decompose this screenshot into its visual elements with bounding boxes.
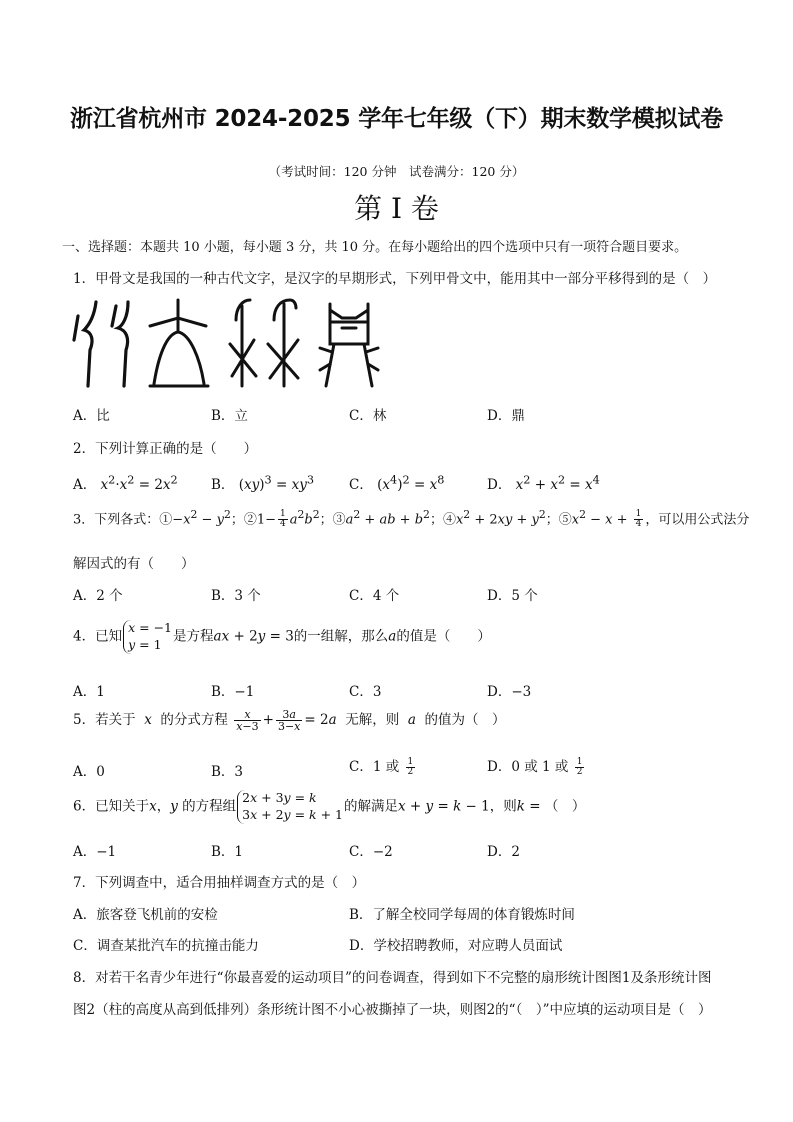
- q2-option-a[interactable]: A． $x^2\cdot x^2 = 2x^2$: [73, 473, 178, 493]
- q4-option-c[interactable]: C．3: [349, 684, 382, 700]
- q7-option-a[interactable]: A．旅客登飞机前的安检: [73, 907, 218, 923]
- q4-stem: 4．已知 x = −1 y = 1 是方程ax + 2y = 3的一组解，那么a的值是（ ）: [73, 620, 491, 652]
- q5-option-d[interactable]: D．0 或 1 或 $\frac{1}{2}$: [487, 757, 583, 777]
- q7-stem: 7．下列调查中，适合用抽样调查方式的是（ ）: [73, 875, 366, 891]
- q6-option-b[interactable]: B．1: [211, 844, 244, 860]
- q1-option-d[interactable]: D．鼎: [487, 408, 525, 424]
- q1-stem: 1．甲骨文是我国的一种古代文字，是汉字的早期形式，下列甲骨文中，能用其中一部分平移得到的是（ ）: [73, 271, 717, 287]
- oracle-bi-icon: [70, 296, 136, 390]
- q1-option-a[interactable]: A．比: [73, 408, 110, 424]
- q3-option-c[interactable]: C．4 个: [349, 588, 400, 604]
- q1-option-c[interactable]: C．林: [349, 408, 387, 424]
- q5-option-b[interactable]: B．3: [211, 764, 244, 780]
- q6-option-c[interactable]: C．−2: [349, 844, 393, 860]
- q6-option-d[interactable]: D．2: [487, 844, 520, 860]
- q2-option-d[interactable]: D． $x^2 + x^2 = x^4$: [487, 473, 600, 493]
- oracle-ding-icon: [318, 300, 380, 388]
- oracle-li-icon: [148, 298, 210, 390]
- q7-option-c[interactable]: C．调查某批汽车的抗撞击能力: [73, 938, 259, 954]
- q2-option-c[interactable]: C． $(x^4)^2 = x^8$: [349, 473, 445, 493]
- q5-option-a[interactable]: A．0: [73, 764, 105, 780]
- q5-stem: 5．若关于 x 的分式方程 $\frac{x}{x-3}$ + $\frac{3a}{3-x}$ = 2a 无解，则 a 的值为（ ）: [73, 708, 506, 733]
- q3-option-a[interactable]: A．2 个: [73, 588, 123, 604]
- q3-stem-line2: 解因式的有（ ）: [73, 556, 195, 572]
- instructions: 一、选择题：本题共 10 小题，每小题 3 分，共 10 分。在每小题给出的四个选项中只有一项符合题目要求。: [62, 240, 688, 255]
- q3-stem: 3．下列各式：$①-x^2 - y^2$；②1− $\frac{1}{4}$ $a^2b^2$；$③a^2$ + ab + $b^2$；$④x^2 + 2xy + y^2$；$⑤x^2 - x$ + $\frac{1}{4}$ ，可以用公式法分: [73, 508, 750, 530]
- oracle-lin-icon: [228, 296, 302, 390]
- q4-option-d[interactable]: D．−3: [487, 684, 532, 700]
- section-title: 第 I 卷: [354, 192, 439, 225]
- q7-option-d[interactable]: D．学校招聘教师，对应聘人员面试: [349, 938, 563, 954]
- q3-option-b[interactable]: B．3 个: [211, 588, 261, 604]
- page-title: 浙江省杭州市 2024-2025 学年七年级（下）期末数学模拟试卷: [70, 106, 723, 132]
- q8-stem-line1: 8．对若干名青少年进行“你最喜爱的运动项目”的问卷调查，得到如下不完整的扇形统计图图1及条形统计图: [73, 970, 712, 986]
- q7-option-b[interactable]: B．了解全校同学每周的体育锻炼时间: [349, 907, 575, 923]
- q6-option-a[interactable]: A．−1: [73, 844, 117, 860]
- q8-stem-line2: 图2（柱的高度从高到低排列）条形统计图不小心被撕掉了一块，则图2的“（ ）”中应填的运动项目是（ ）: [73, 1002, 712, 1018]
- q5-option-c[interactable]: C．1 或 $\frac{1}{2}$: [349, 757, 414, 777]
- q3-option-d[interactable]: D．5 个: [487, 588, 538, 604]
- q4-option-b[interactable]: B．−1: [211, 684, 255, 700]
- q4-option-a[interactable]: A．1: [73, 684, 105, 700]
- exam-info: （考试时间：120 分钟 试卷满分：120 分）: [268, 164, 525, 179]
- q2-stem: 2．下列计算正确的是（ ）: [73, 441, 258, 457]
- q6-stem: 6．已知关于x，y 的方程组 2x + 3y = k 3x + 2y = k + 1 的解满足x + y = k − 1，则k = （ ）: [73, 790, 586, 822]
- q1-option-b[interactable]: B．立: [211, 408, 248, 424]
- q2-option-b[interactable]: B． $(xy)^3 = xy^3$: [211, 473, 315, 493]
